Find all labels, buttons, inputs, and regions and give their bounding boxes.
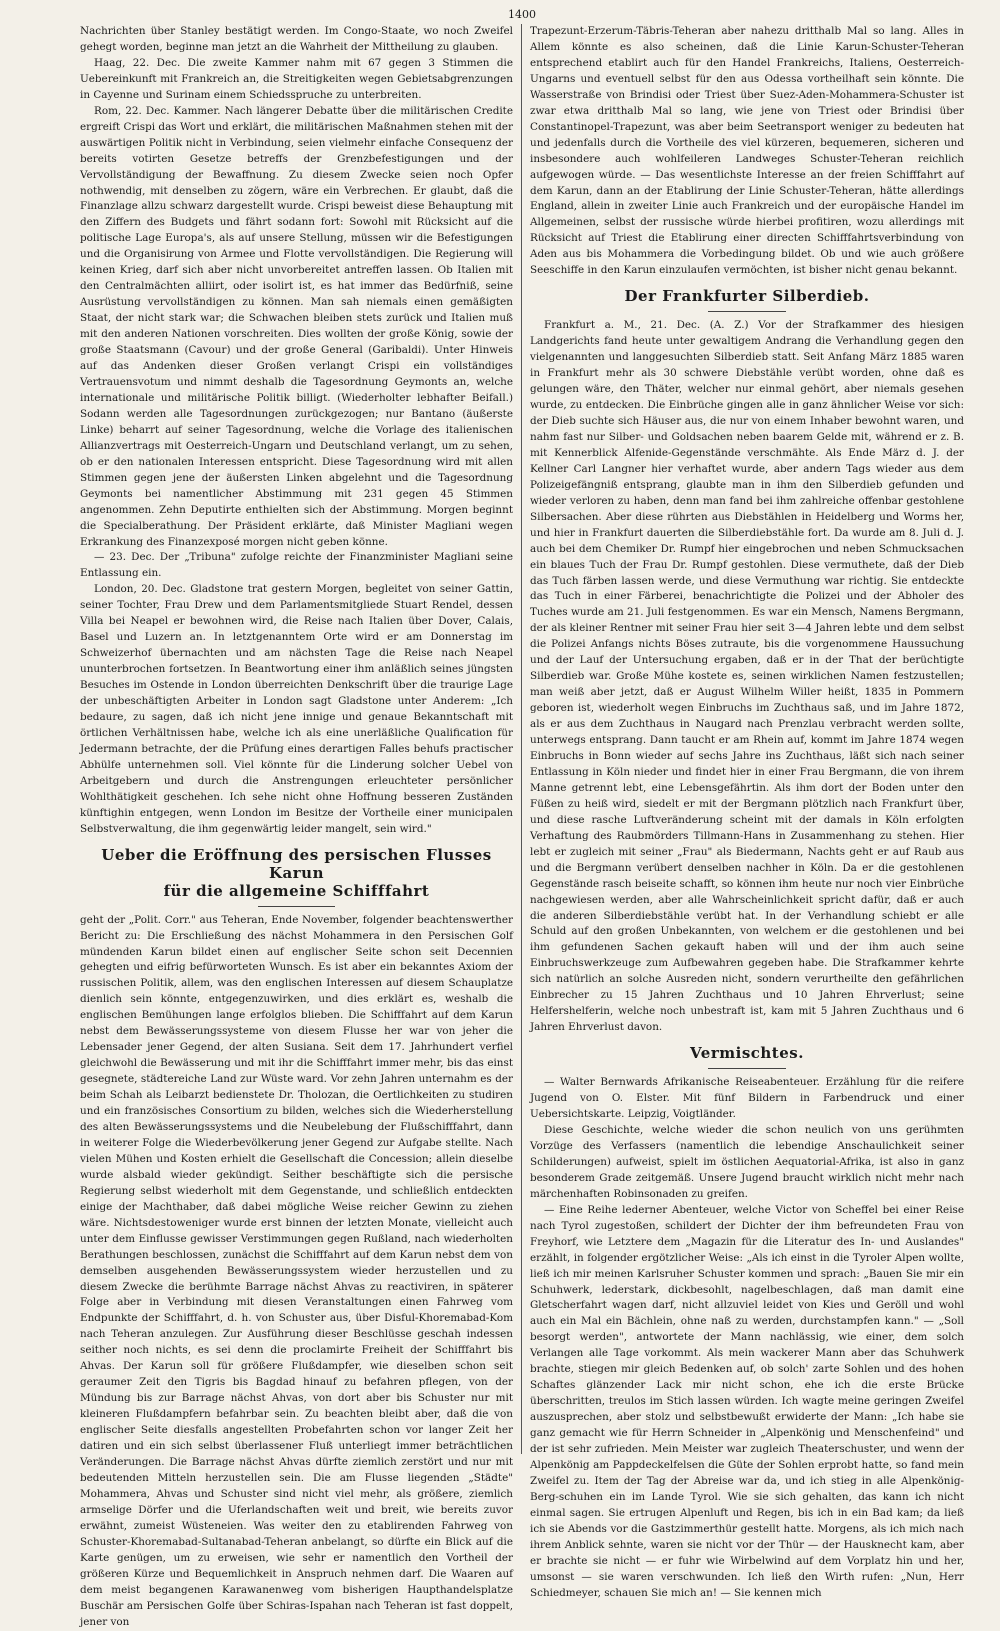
heading-rule bbox=[708, 1068, 786, 1069]
columns bbox=[80, 24, 964, 1628]
article-continuation: Trapezunt-Erzerum-Täbris-Teheran aber nahezu dritthalb Mal so lang. Alles in Allem könnte es also scheinen, daß die Linie Karun-Schuster-Teheran entsprechend etablirt auch für den Handel Frankreichs, Italiens, Oesterreich-Ungarns und eventuell selbst für den aus Odessa vortheilhaft sein könnte. Die Wasserstraße von Brindisi oder Triest über Suez-Aden-Mohammera-Schuster ist zwar etwa dritthalb Mal so lang, wie jene von Triest oder Brindisi über Constantinopel-Trapezunt, was aber beim Seetransport weniger zu bedeuten hat und jedenfalls durch die Vortheile des viel kürzeren, bequemeren, sicheren und insbesondere auch wohlfeileren Landweges Schuster-Teheran reichlich aufgewogen würde. — Das wesentlichste Interesse an der freien Schifffahrt auf dem Karun, dann an der Etablirung der Linie Schuster-Teheran, hätte allerdings England, allein in zweiter Linie auch Frankreich und der europäische Handel im Allgemeinen, selbst der russische würde hierbei profitiren, wozu allerdings mit Rücksicht auf Triest die Etablirung einer directen Schifffahrtsverbindung von Aden aus bis Mohammera die Vorbedingung bildet. Ob und wie auch größere Seeschiffe in den Karun einzulaufen vermöchten, ist bisher nicht genau bekannt. bbox=[530, 25, 964, 277]
section-heading-vermischtes: Vermischtes. bbox=[690, 1044, 804, 1063]
article-paragraph: Frankfurt a. M., 21. Dec. (A. Z.) Vor der Strafkammer des hiesigen Landgerichts fand heute unter gewaltigem Andrang die Verhandlung gegen den vielgenannten und langgesuchten Silberdieb statt. Seit Anfang März 1885 waren in Frankfurt mehr als 30 schwere Diebstähle verübt worden, ohne daß es gelungen wäre, den Thäter, welcher nur einmal gehört, aber niemals gesehen wurde, zu entdecken. Die Einbrüche gingen alle in ganz ähnlicher Weise vor sich: der Dieb suchte sich Häuser aus, die nur von einem Inhaber bewohnt waren, und nahm fast nur Silber- und Goldsachen neben baarem Gelde mit, während er z. B. mit Kennerblick Alfenide-Gegenstände verschmähte. Als Ende März d. J. der Kellner Carl Langner hier verhaftet wurde, aber andern Tags wieder aus dem Polizeigefängniß entsprang, glaubte man in ihm den Silberdieb gefunden und wieder verloren zu haben, denn man fand bei ihm zahlreiche offenbar gestohlene Silbersachen. Aber diese rührten aus Diebstählen in Heidelberg und Worms her, und hier in Frankfurt dauerten die Silberdiebstähle fort. Da wurde am 8. Juli d. J. auch bei dem Chemiker Dr. Rumpf hier eingebrochen und neben Schmucksachen ein blaues Tuch der Frau Dr. Rumpf gestohlen. Diese vermuthete, daß der Dieb das Tuch färben lassen werde, und diese Vermuthung war richtig. Sie entdeckte das Tuch in einer Färberei, benachrichtigte die Polizei und der Abholer des Tuches wurde am 21. Juli festgenommen. Es war ein Mensch, Namens Bergmann, der als kleiner Rentner mit seiner Frau hier seit 3—4 Jahren lebte und dem selbst die Polizei Anfangs nichts Böses zutraute, bis die vorgenommene Haussuchung und der Lauf der Untersuchung ergaben, daß er in der That der berüchtigte Silberdieb war. Große Mühe kostete es, seinen wirklichen Namen festzustellen; man weiß aber jetzt, daß er August Wilhelm Willer heißt, 1835 in Pommern geboren ist, wiederholt wegen Einbruchs im Zuchthaus saß, und im Jahre 1872, als er aus dem Zuchthaus in Naugard nach Prenzlau verbracht werden sollte, unterwegs entsprang. Dann taucht er am Rhein auf, kommt im Jahre 1874 wegen Einbruchs in Bonn wieder auf sechs Jahre ins Zuchthaus, läßt sich nach seiner Entlassung in Köln nieder und findet hier in einer Frau Bergmann, die von ihrem Manne getrennt lebt, eine Lebensgefährtin. Als ihm dort der Boden unter den Füßen zu heiß wird, siedelt er mit der Bergmann plötzlich nach Frankfurt über, und diese rasche Luftveränderung scheint mit der damals in Köln erfolgten Verhaftung des Raubmörders Tillmann-Hans in Zusammenhang zu stehen. Hier lebt er zugleich mit seiner „Frau" als Biedermann, Nachts geht er auf Raub aus und die Bergmann verübert denselben nachher in Köln. Da er die gestohlenen Gegenstände rasch beiseite schafft, so können ihm heute nur noch vier Einbrüche nachgewiesen werden, aber alle Wahrscheinlichkeit spricht dafür, daß er auch die anderen Silberdiebstähle verübt hat. In der Verhandlung schiebt er alle Schuld auf den großen Unbekannten, von welchem er die gestohlenen und bei ihm gefundenen Sachen gekauft haben will und der ihm auch seine Einbruchswerkzeuge zum Aufbewahren gegeben habe. Die Strafkammer kehrte sich natürlich an solche Ausreden nicht, sondern verurtheilte den gefährlichen Einbrecher zu 15 Jahren Zuchthaus und 10 Jahren Ehrverlust; seine Helfershelferin, welche noch unbestraft ist, kam mit 5 Jahren Zuchthaus und 6 Jahren Ehrverlust davon. bbox=[530, 319, 964, 1034]
article-heading-line: Ueber die Eröffnung des persischen Flusses Karun bbox=[101, 845, 492, 882]
right-column bbox=[522, 24, 964, 1599]
news-paragraph: — 23. Dec. Der „Tribuna" zufolge reichte der Finanzminister Magliani seine Entlassung ein. bbox=[80, 551, 513, 580]
heading-rule bbox=[258, 906, 336, 907]
left-column bbox=[80, 24, 522, 1628]
article-paragraph: — Eine Reihe lederner Abenteuer, welche Victor von Scheffel bei einer Reise nach Tyrol zugestoßen, schildert der Dichter der ihm befreundeten Frau von Freyhorf, wie Letztere dem „Magazin für die Literatur des In- und Auslandes" erzählt, in folgender ergötzlicher Weise: „Als ich einst in die Tyroler Alpen wollte, ließ ich mir meinen Karlsruher Schuster kommen und sprach: „Bauen Sie mir ein Schuhwerk, lederstark, dickbesohlt, nagelbeschlagen, daß man damit eine Gletscherfahrt wagen darf, nicht allzuviel leidet von Kies und Geröll und wohl auch ein Mal ein Bächlein, ohne naß zu werden, durchstampfen kann." — „Soll besorgt werden", antwortete der Mann nachlässig, wie einer, dem solch Verlangen alle Tage vorkommt. Als mein wackerer Mann aber das Schuhwerk brachte, stiegen mir gleich Bedenken auf, ob solch' zarte Sohlen und des hohen Schaftes glänzender Lack mir nicht schon, ehe ich die erste Brücke überschritten, treulos im Stich lassen würden. Ich wagte meine geringen Zweifel auszusprechen, aber stolz und selbstbewußt erwiderte der Mann: „Ich habe sie ganz gemacht wie für Herrn Schneider in „Alpenkönig und Menschenfeind" und der ist sehr zufrieden. Mein Meister war zugleich Theaterschuster, und wenn der Alpenkönig am Pappdeckelfelsen die Güte der Sohlen erprobt hatte, so fand mein Zweifel zu. Item der Tag der Abreise war da, und ich stieg in alle Alpenkönig-Berg-schuhen ein im Lande Tyrol. Wie sie sich gehalten, das kann ich nicht einmal sagen. Sie ertrugen Alpenluft und Regen, bis ich in ein Bad kam; da ließ ich sie Abends vor die Gastzimmerthür gestellt hatte. Morgens, als ich mich nach ihrem Anblick sehnte, waren sie nicht vor der Thür — der Hausknecht kam, aber er brachte sie nicht — er fuhr wie Wirbelwind auf dem Vorplatz hin und her, umsonst — sie waren verschwunden. Ich ließ den Wirth rufen: „Nun, Herr Schiedmeyer, schauen Sie mich an! — Sie kennen mich bbox=[530, 1203, 964, 1599]
article-heading bbox=[80, 846, 513, 900]
article-heading-line: für die allgemeine Schifffahrt bbox=[163, 881, 430, 900]
news-paragraph: London, 20. Dec. Gladstone trat gestern Morgen, begleitet von seiner Gattin, seiner Tochter, Frau Drew und dem Parlamentsmitgliede Stuart Rendel, dessen Villa bei Neapel er bewohnen wird, die Reise nach Italien über Dover, Calais, Basel und Luzern an. In letztgenanntem Orte wird er am Donnerstag im Schweizerhof übernachten und am nächsten Tage die Reise nach Neapel ununterbrochen fortsetzen. In Beantwortung einer ihm anläßlich seines jüngsten Besuches im Ostende in London überreichten Denkschrift über die traurige Lage der unbeschäftigten Arbeiter in London sagt Gladstone unter Anderem: „Ich bedaure, zu sagen, daß ich nicht jene innige und genaue Bekanntschaft mit örtlichen Verhältnissen habe, welche ich als eine unerläßliche Qualification für Jedermann betrachte, der die Prüfung eines derartigen Falles behufs practischer Abhülfe unternehmen soll. Viel könnte für die Linderung solcher Uebel von Arbeitgebern und durch die Anstrengungen erleuchteter persönlicher Wohlthätigkeit geschehen. Ich sehe nicht ohne Hoffnung besseren Zuständen künftighin entgegen, wenn London im Besitze der Vortheile einer municipalen Selbstverwaltung, die ihm gegenwärtig leider mangelt, sein wird." bbox=[80, 583, 513, 835]
article-paragraph: geht der „Polit. Corr." aus Teheran, Ende November, folgender beachtenswerther Bericht zu: Die Erschließung des nächst Mohammera in den Persischen Golf mündenden Karun bildet einen auf englischer Seite schon seit Decennien gehegten und eifrig befürworteten Wunsch. Es ist aber ein bekanntes Axiom der russischen Politik, allem, was den englischen Interessen auf diesem Schauplatze dienlich sein könnte, entgegenzuwirken, und dies erklärt es, weshalb die englischen Bemühungen lange erfolglos blieben. Die Schifffahrt auf dem Karun nebst dem Bewässerungssysteme von diesem Flusse her war von jeher die Lebensader jener Gegend, der alten Susiana. Seit dem 17. Jahrhundert verfiel gleichwohl die Bewässerung und mit ihr die Schifffahrt immer mehr, bis das einst gesegnete, städtereiche Land zur Wüste ward. Vor zehn Jahren unternahm es der beim Schah als Leibarzt bedienstete Dr. Tholozan, die Oertlichkeiten zu studiren und ein französisches Consortium zu bilden, welches sich die Wiederherstellung des alten Bewässerungssystems und die Neubelebung der Flußschifffahrt, dann in weiterer Folge die Wiederbevölkerung jener Gegend zur Aufgabe stellte. Nach vielen Mühen und Kosten erhielt die Gesellschaft die Concession; allein dieselbe wurde alsbald wieder gekündigt. Seither beschäftigte sich die persische Regierung selbst wiederholt mit dem Gegenstande, und schließlich entdeckten einige der Machthaber, daß dabei mögliche Weise reicher Gewinn zu ziehen wäre. Nichtsdestoweniger wurde erst binnen der letzten Monate, vielleicht auch unter dem Einflusse gewisser Verstimmungen gegen Rußland, nach wiederholten Berathungen beschlossen, zunächst die Schifffahrt auf dem Karun nebst dem von demselben ausgehenden Bewässerungssystem wieder herzustellen und zu diesem Zwecke die berühmte Barrage nächst Ahvas zu reactiviren, in späterer Folge aber in Verbindung mit diesen Veranstaltungen einen Fahrweg vom Endpunkte der Schifffahrt, d. h. von Schuster aus, über Disful-Khoremabad-Kom nach Teheran anzulegen. Zur Ausführung dieser Beschlüsse geschah indessen seither noch nichts, es sei denn die proclamirte Freiheit der Schifffahrt bis Ahvas. Der Karun soll für größere Flußdampfer, wie dieselben schon seit geraumer Zeit den Tigris bis Bagdad hinauf zu befahren pflegen, von der Mündung bis zur Barrage nächst Ahvas, von dort aber bis Schuster nur mit kleineren Flußdampfern befahrbar sein. Zu beachten bleibt aber, daß die von englischer Seite diesfalls angestellten Probefahrten schon vor langer Zeit her datiren und ein sich selbst überlassener Fluß unterliegt immer beträchtlichen Veränderungen. Die Barrage nächst Ahvas dürfte ziemlich zerstört und nur mit bedeutenden Mitteln herzustellen sein. Die am Flusse liegenden „Städte" Mohammera, Ahvas und Schuster sind nicht viel mehr, als größere, ziemlich armselige Dörfer und die Uferlandschaften weit und breit, wie bereits zuvor erwähnt, zumeist Wüsteneien. Was weiter den zu etablirenden Fahrweg von Schuster-Khoremabad-Sultanabad-Teheran anbelangt, so dürfte ein Blick auf die Karte genügen, um zu erweisen, wie sehr er namentlich den Vortheil der größeren Kürze und Bequemlichkeit in Anspruch nehmen darf. Die Waaren auf dem meist begangenen Karawanenweg vom bisherigen Haupthandelsplatze Buschär am Persischen Golfe über Schiras-Ispahan nach Teheran ist fast doppelt, jener von bbox=[80, 913, 513, 1628]
article-paragraph: — Walter Bernwards Afrikanische Reiseabenteuer. Erzählung für die reifere Jugend von O. Elster. Mit fünf Bildern in Farbendruck und einer Uebersichtskarte. Leipzig, Voigtländer. bbox=[530, 1076, 964, 1121]
section-heading-silberdieb: Der Frankfurter Silberdieb. bbox=[624, 287, 870, 306]
heading-rule bbox=[708, 311, 786, 312]
page-number: 1400 bbox=[508, 8, 536, 21]
news-paragraph: Haag, 22. Dec. Die zweite Kammer nahm mit 67 gegen 3 Stimmen die Uebereinkunft mit Frankreich an, die Streitigkeiten wegen Gebietsabgrenzungen in Cayenne und Surinam einem Schiedsspruche zu unterbreiten. bbox=[80, 56, 513, 101]
news-paragraph: Nachrichten über Stanley bestätigt werden. Im Congo-Staate, wo noch Zweifel gehegt worden, beginne man jetzt an die Wahrheit der Mittheilung zu glauben. bbox=[80, 25, 513, 53]
article-paragraph: Diese Geschichte, welche wieder die schon neulich von uns gerühmten Vorzüge des Verfassers (namentlich die lebendige Anschaulichkeit seiner Schilderungen) aufweist, spielt im östlichen Aequatorial-Afrika, ist also in ganz besonderem Grade zeitgemäß. Unsere Jugend braucht wirklich nicht mehr nach märchenhaften Robinsonaden zu greifen. bbox=[530, 1124, 964, 1200]
news-paragraph: Rom, 22. Dec. Kammer. Nach längerer Debatte über die militärischen Credite ergreift Crispi das Wort und erklärt, die militärischen Maßnahmen stehen mit der auswärtigen Politik nicht in Verbindung, seien vielmehr einfache Consequenz der bereits votirten Gesetze betreffs der Grenzbefestigungen und der Vervollständigung der Bewaffnung. Zu diesem Zwecke seien noch Opfer nothwendig, mit denselben zu zögern, wäre ein Verbrechen. Er glaubt, daß die Finanzlage allzu schwarz dargestellt wurde. Crispi beweist diese Behauptung mit den Ziffern des Budgets und fährt sodann fort: Sowohl mit Rücksicht auf die politische Lage Europa's, als auf unsere Stellung, müssen wir die Befestigungen und die Organisirung von Armee und Flotte vervollständigen. Die Regierung will keinen Krieg, darf sich aber nicht unvorbereitet antreffen lassen. Ob Italien mit den Centralmächten alliirt, oder isolirt ist, es hat immer das Bedürfniß, seine Ausrüstung vervollständigen zu können. Man sah niemals einen gemäßigten Staat, der nicht stark war; die Schwachen bleiben stets zurück und Italien muß mit den anderen Nationen vorschreiten. Dies wollten der große König, sowie der große Staatsmann (Cavour) und der große General (Garibaldi). Unter Hinweis auf das Andenken dieser Großen verlangt Crispi ein vollständiges Vertrauensvotum und nimmt deshalb die Tagesordnung Geymonts an, welche internationale und militärische Politik billigt. (Wiederholter lebhafter Beifall.) Sodann werden alle Tagesordnungen zurückgezogen; nur Bantano (äußerste Linke) beharrt auf seiner Tagesordnung, welche die Vorlage des italienischen Allianzvertrags mit Oesterreich-Ungarn und Deutschland verlangt, um zu sehen, ob er den nationalen Interessen entspricht. Diese Tagesordnung wird mit allen Stimmen gegen jene der äußersten Linken abgelehnt und die Tagesordnung Geymonts bei namentlicher Abstimmung mit 231 gegen 45 Stimmen angenommen. Zehn Deputirte enthielten sich der Abstimmung. Morgen beginnt die Specialberathung. Der Präsident erklärte, daß Minister Magliani wegen Erkrankung des Finanzexposé morgen nicht geben könne. bbox=[80, 104, 513, 548]
